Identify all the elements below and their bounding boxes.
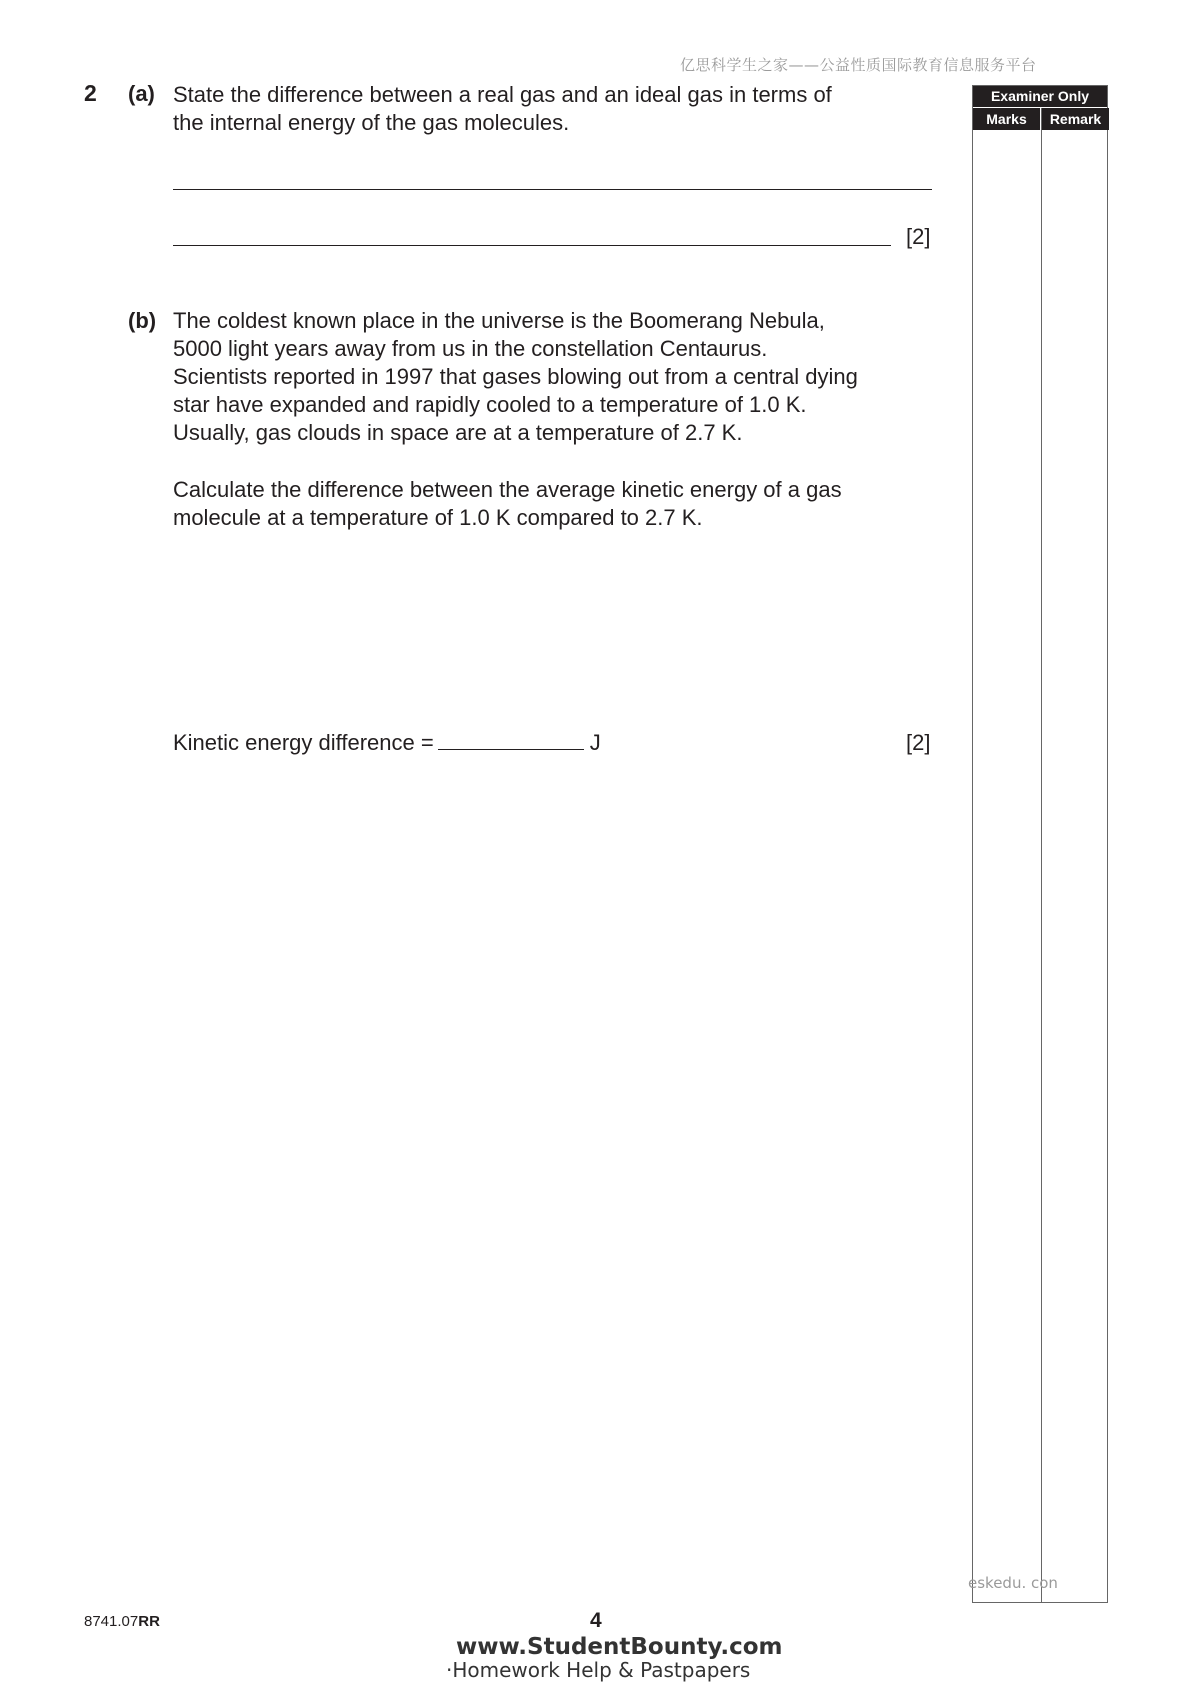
part-b-p1-line-2: 5000 light years away from us in the constellation Centaurus. <box>173 336 768 361</box>
paper-code <box>84 1613 160 1630</box>
part-b-p2-line-1: Calculate the difference between the average kinetic energy of a gas <box>173 477 842 502</box>
site-url-link[interactable]: www.StudentBounty.com <box>456 1634 783 1660</box>
part-a-line-2: the internal energy of the gas molecules. <box>173 110 570 135</box>
ke-answer-blank[interactable] <box>438 729 584 750</box>
ke-answer-unit: J <box>589 730 601 755</box>
paper-code-suffix: RR <box>138 1613 160 1630</box>
examiner-remark-header: Remark <box>1042 108 1109 130</box>
examiner-box <box>972 85 1108 1603</box>
ke-answer-label: Kinetic energy difference = <box>173 730 434 755</box>
part-b-p1-line-5: Usually, gas clouds in space are at a temperature of 2.7 K. <box>173 420 743 445</box>
paper-code-prefix: 8741.07 <box>84 1613 139 1630</box>
watermark-top: 亿思科学生之家——公益性质国际教育信息服务平台 <box>680 56 1037 74</box>
part-a-answer-line-1[interactable] <box>173 189 932 190</box>
part-b-p1-line-4: star have expanded and rapidly cooled to a temperature of 1.0 K. <box>173 392 807 417</box>
examiner-column-divider <box>1041 108 1042 1602</box>
part-b-p1-line-1: The coldest known place in the universe is the Boomerang Nebula, <box>173 308 825 333</box>
part-a-marks: [2] <box>906 224 931 249</box>
part-a-label: (a) <box>128 81 155 106</box>
part-a-prompt <box>173 81 832 137</box>
part-a-answer-line-2[interactable] <box>173 245 891 246</box>
watermark-bottom: eskedu. con <box>968 1574 1058 1592</box>
examiner-title: Examiner Only <box>973 86 1107 107</box>
examiner-marks-header: Marks <box>973 108 1040 130</box>
ke-answer-row <box>173 729 601 757</box>
part-b-p1-line-3: Scientists reported in 1997 that gases blowing out from a central dying <box>173 364 858 389</box>
site-tagline: ·Homework Help & Pastpapers <box>446 1658 751 1682</box>
question-number: 2 <box>84 80 97 106</box>
part-b-marks: [2] <box>906 730 931 755</box>
part-b-label: (b) <box>128 308 157 333</box>
part-b-context <box>173 307 858 447</box>
page-number: 4 <box>590 1609 602 1632</box>
part-b-p2-line-2: molecule at a temperature of 1.0 K compared to 2.7 K. <box>173 505 703 530</box>
part-a-line-1: State the difference between a real gas and an ideal gas in terms of <box>173 82 832 107</box>
part-b-task <box>173 476 842 532</box>
